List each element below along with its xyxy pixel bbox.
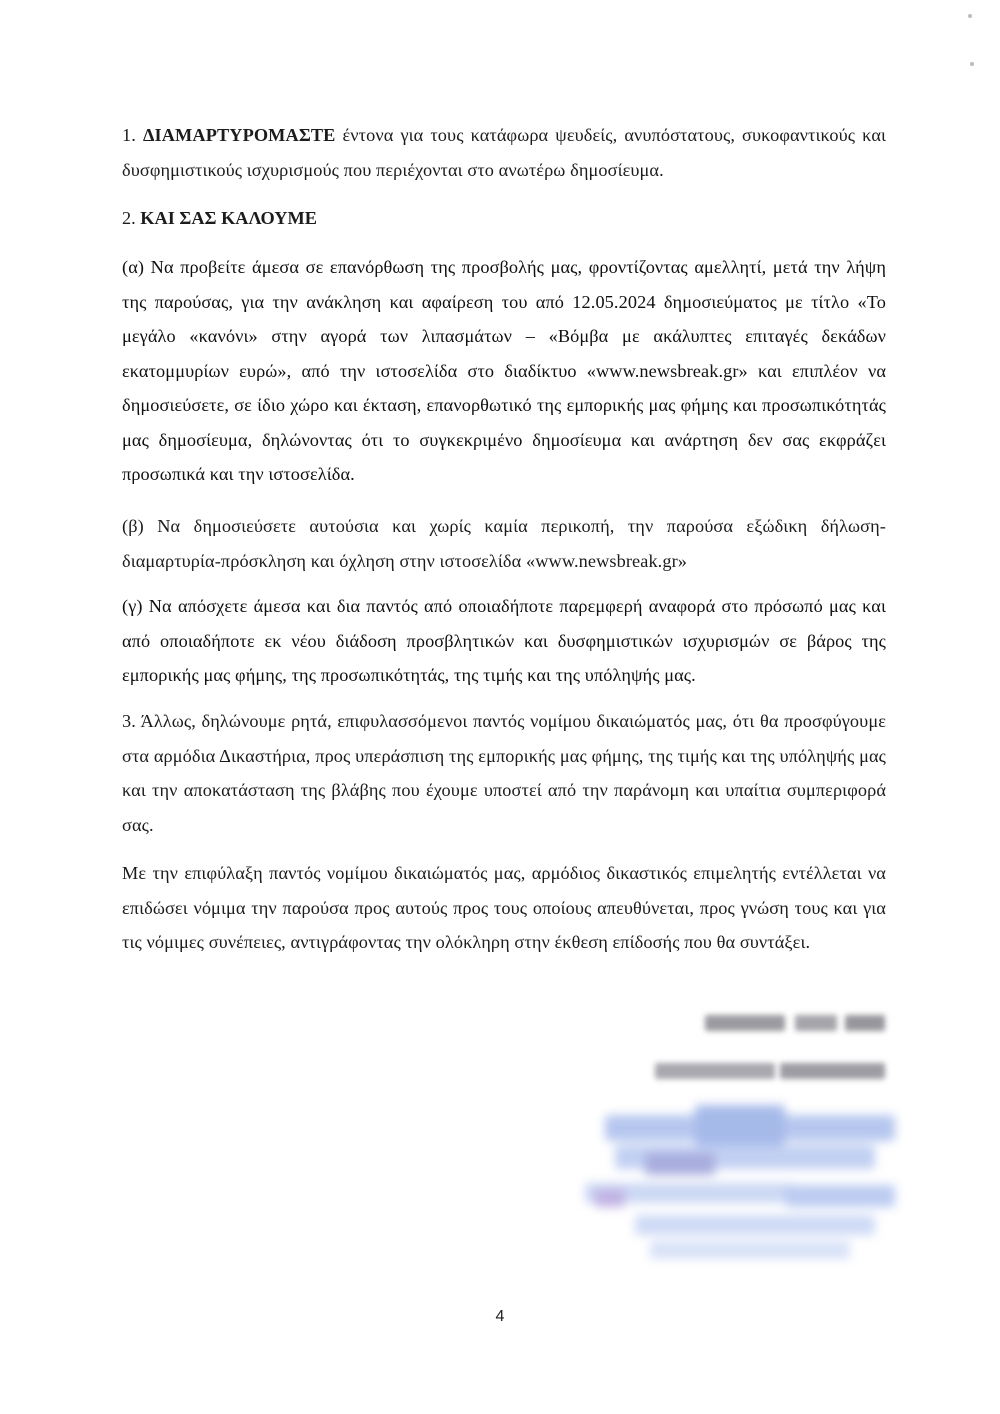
paragraph-1-heading: ΔΙΑΜΑΡΤΥΡΟΜΑΣΤΕ [142,125,336,145]
paragraph-1-text: έντονα για τους κατάφωρα ψευδείς, ανυπόστατους, συκοφαντικούς και δυσφημιστικούς ισχυρισμούς που περιέχονται στο ανωτέρω δημοσίευμα. [122,125,887,180]
paragraph-a-text-2: επιπλέον να δημοσιεύσετε, σε ίδιο χώρο και έκταση, επανορθωτικό της εμπορικής μας φήμης και προσωπικότητάς μας δημοσίευμα, δηλώνοντας ότι το συγκεκριμένο δημοσίευμα και ανάρτηση δεν σας εκφράζει προσωπικά και την ιστοσελίδα. [122,360,886,484]
section-2-number: 2. [122,208,136,228]
paragraph-a-text-1: (α) Να προβείτε άμεσα σε επανόρθωση της προσβολής μας, φροντίζοντας αμελλητί, μετά την λήψη της παρούσας, για την ανάκληση και αφαίρεση του από 12.05.2024 δημοσιεύματος με τίτλο «Το μεγάλο «κανόνι» στην αγορά των λιπασμάτων – «Βόμβα με ακάλυπτες επιταγές δεκάδων εκατομμυρίων ευρώ», από την ιστοσελίδα στο διαδίκτυο «www.newsbreak.gr» και [122,257,886,381]
scan-mark [968,14,972,18]
paragraph-1-number: 1. [122,125,136,145]
page-number: 4 [495,1308,505,1325]
scan-mark [970,62,974,66]
paragraph-a [122,250,886,492]
section-2-heading [122,203,317,233]
paragraph-c-text: (γ) Να απόσχετε άμεσα και δια παντός από οποιαδήποτε παρεμφερή αναφορά στο πρόσωπό μας και από οποιαδήποτε εκ νέου διάδοση προσβλητικών και δυσφημιστικών ισχυρισμών σε βάρος της εμπορικής μας φήμης, της προσωπικότητάς, της τιμής και της υπόληψής μας. [122,596,886,685]
paragraph-1 [122,118,886,187]
paragraph-c [122,589,886,693]
paragraph-3-text: 3. Άλλως, δηλώνουμε ρητά, επιφυλασσόμενοι παντός νομίμου δικαιώματός μας, ότι θα προσφύγουμε στα αρμόδια Δικαστήρια, προς υπεράσπιση της εμπορικής μας φήμης, της τιμής και της υπόληψής μας και την αποκατάσταση της βλάβης που έχουμε υποστεί από την παράνομη και υπαίτια συμπεριφορά σας. [122,711,886,835]
paragraph-b-text: (β) Να δημοσιεύσετε αυτούσια και χωρίς καμία περικοπή, την παρούσα εξώδικη δήλωση-διαμαρτυρία-πρόσκληση και όχληση στην ιστοσελίδα «www.newsbreak.gr» [122,516,886,571]
redacted-stamp-signature [585,1105,915,1265]
paragraph-b [122,509,886,578]
paragraph-3 [122,704,886,842]
closing-paragraph [122,856,886,960]
section-2-title: ΚΑΙ ΣΑΣ ΚΑΛΟΥΜΕ [140,208,317,228]
closing-paragraph-text: Με την επιφύλαξη παντός νομίμου δικαιώματός μας, αρμόδιος δικαστικός επιμελητής εντέλλεται να επιδώσει νόμιμα την παρούσα προς αυτούς προς τους οποίους απευθύνεται, προς γνώση τους και για τις νόμιμες συνέπειες, αντιγράφοντας την ολόκληρη στην έκθεση επίδοσής που θα συντάξει. [122,863,886,952]
